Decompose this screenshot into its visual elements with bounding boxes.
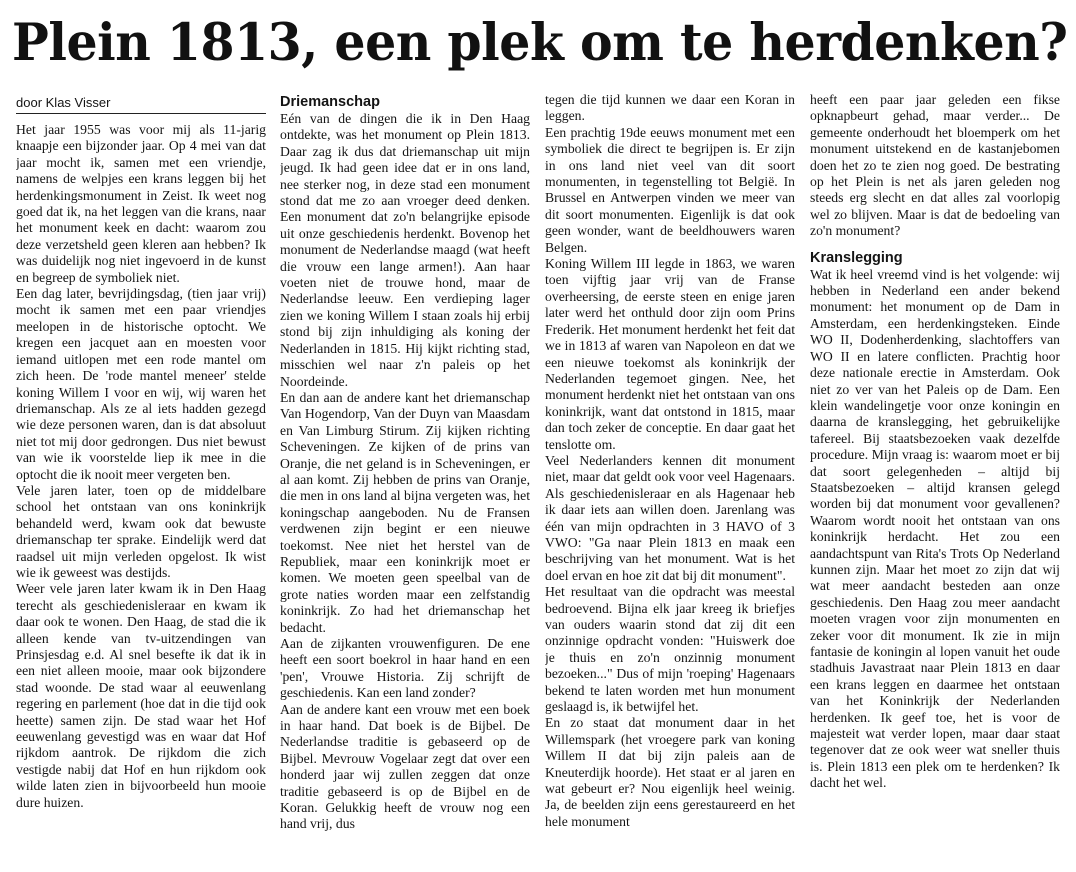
paragraph: Een dag later, bevrijdingsdag, (tien jaar vrij) mocht ik samen met een paar vriendjes meelopen in de historische optocht. We kregen een jacquet aan en moesten voor iemand uitlopen met een rode mantel om zich heen. De 'rode mantel meneer' stelde koning Willem I voor en wij, wij waren het driemanschap. Als ze al iets hadden gezegd wie deze personen waren, dan is dat absoluut niet tot mij door gedrongen. Dus niet bewust van wie ik voorstelde liep ik mee in die optocht die ik nooit meer vergeten ben.: [16, 286, 266, 482]
paragraph: tegen die tijd kunnen we daar een Koran in leggen.: [545, 92, 795, 124]
paragraph: Vele jaren later, toen op de middelbare school het ontstaan van ons koninkrijk behandeld werd, kwam ook dat bewuste driemanschap ter sprake. Eindelijk werd dat raadsel uit mijn verleden opgelost. Ik wist wie ik geweest was destijds.: [16, 482, 266, 580]
column-2: [280, 94, 530, 870]
paragraph: heeft een paar jaar geleden een fikse opknapbeurt gehad, maar verder... De gemeente onderhoudt het bloemperk om het monument uitstekend en de kastanjebomen doen het zo te zien nog goed. De bestrating op het Plein is net als jaren geleden nog steeds erg slecht en dat alles zal voorlopig wel zo blijven. Maar is dat de bedoeling van zo'n monument?: [810, 92, 1060, 239]
subheading-driemanschap: Driemanschap: [280, 94, 380, 110]
paragraph: Het jaar 1955 was voor mij als 11-jarig knaapje een bijzonder jaar. Op 4 mei van dat jaar mocht ik, samen met een vriendje, namens de welpjes een krans leggen bij het herdenkingsmonument in Zeist. Ik weet nog goed dat ik, na het leggen van die krans, naar het monument keek en dacht: waarom zou deze verzetsheld geen kleren aan hebben? Ik was duidelijk nog niet ingevoerd in de kunst en begreep de symboliek niet.: [16, 122, 266, 285]
paragraph: En zo staat dat monument daar in het Willemspark (het vroegere park van koning Willem II dat bij zijn paleis aan de Kneuterdijk hoorde). Het staat er al jaren en wat gebeurt er? Nou eigenlijk heel weinig. Ja, de beelden zijn eens gerestaureerd en het hele monument: [545, 715, 795, 829]
paragraph: Weer vele jaren later kwam ik in Den Haag terecht als geschiedenisleraar en kwam ik daar ook te wonen. Den Haag, de stad die ik alleen kende van tv-uitzendingen van Prinsjesdag e.d. Al snel besefte ik dat ik in een niet alleen mooie, maar ook bijzondere stad woonde. De stad waar al eeuwenlang regering en parlement (hoe dat in die tijd ook heette) samen zijn. De stad waar het Hof eeuwenlang gevestigd was en waar dat Hof rijkdom aantrok. De rijkdom die zich vestigde nabij dat Hof en hun rijkdom ook wilde laten zien in bijvoorbeeld hun mooie dure huizen.: [16, 581, 266, 810]
column-1: [16, 94, 266, 870]
paragraph: Veel Nederlanders kennen dit monument niet, maar dat geldt ook voor veel Hagenaars. Als geschiedenisleraar en als Hagenaar heb ik daar iets aan willen doen. Jarenlang was één van mijn opdrachten in 3 HAVO of 3 VWO: "Ga naar Plein 1813 en maak een beschrijving van het monument. Wat is het doel ervan en hoe zit dat bij dit monument".: [545, 452, 795, 583]
byline: door Klas Visser: [16, 94, 266, 114]
paragraph: Aan de zijkanten vrouwenfiguren. De ene heeft een soort boekrol in haar hand en een 'pen', Vrouwe Historia. Zij schrijft de geschiedenis. Kan een land zonder?: [280, 636, 530, 701]
column-3: [545, 92, 795, 868]
paragraph: Een prachtig 19de eeuws monument met een symboliek die direct te begrijpen is. Er zijn in ons land niet veel van dit soort monumenten, in tegenstelling tot België. In Brussel en Antwerpen vinden we meer van dit soort monumenten. Eigenlijk is dat ook geen wonder, want de beeldhouwers waren Belgen.: [545, 124, 795, 255]
article-headline: Plein 1813, een plek om te herdenken?: [12, 13, 1068, 73]
paragraph: Eén van de dingen die ik in Den Haag ontdekte, was het monument op Plein 1813. Daar zag ik dus dat driemanschap uit mijn jeugd. Ik had geen idee dat er in ons land, nee sterker nog, in deze stad een monument stond dat me zo aan vroeger deed denken. Een monument dat zo'n belangrijke episode uit onze geschiedenis herdenkt. Bovenop het monument de Nederlandse maagd (wat heeft die vrouw een lange armen!). Aan haar voeten niet de trouwe hond, maar de Nederlandse leeuw. Een verdieping lager zien we koning Willem I staan zoals hij erbij stond bij zijn inhuldiging als koning der Nederlanden in 1815. Hij kijkt richting stad, misschien wel naar z'n paleis op het Noordeinde.: [280, 111, 530, 389]
column-4: [810, 92, 1060, 868]
subheading-kranslegging: Kranslegging: [810, 249, 903, 266]
paragraph: Koning Willem III legde in 1863, we waren toen vijftig jaar vrij van de Franse overheersing, de eerste steen en enige jaren later werd het onthuld door zijn oom Prins Frederik. Het monument herdenkt het feit dat we in 1813 af waren van Napoleon en dat we een nieuwe toekomst als koninkrijk der Nederlanden tegemoet gingen. Nee, het monument herdenkt niet het ontstaan van ons koninkrijk, want dat ontstond in 1815, maar dan toch zeker de conceptie. En daar gaat het tenslotte om.: [545, 256, 795, 452]
paragraph: Het resultaat van die opdracht was meestal bedroevend. Bijna elk jaar kreeg ik briefjes van ouders waarin stond dat zij dit een onzinnige opdracht vonden: "Huiswerk doe je thuis en zo'n onzinnig monument bezoeken..." Dus of mijn 'roeping' Hagenaars bekend te laten worden met hun monument geslaagd is, ik betwijfel het.: [545, 584, 795, 715]
paragraph: En dan aan de andere kant het driemanschap Van Hogendorp, Van der Duyn van Maasdam en Van Limburg Stirum. Zij kijken richting Scheveningen. Ze kijken of de prins van Oranje, die net geland is in Scheveningen, er al aan komt. Zij hebben de prins van Oranje, die men in ons land al bijna vergeten was, het koningschap aangeboden. Nu de Fransen verdwenen zijn begint er een nieuwe toekomst. Nee niet het herstel van de Republiek, maar een koninkrijk moet er komen. We moeten geen speelbal van de grote naties worden maar een zelfstandig koninkrijk. Zo had het driemanschap het bedacht.: [280, 389, 530, 635]
paragraph: Aan de andere kant een vrouw met een boek in haar hand. Dat boek is de Bijbel. De Nederlandse traditie is gebaseerd op de Bijbel. Mevrouw Vogelaar zegt dat over een honderd jaar wij zullen zeggen dat onze traditie gebaseerd is op de Bijbel en de Koran. Gelukkig heeft de vrouw nog een hand vrij, dus: [280, 701, 530, 832]
paragraph: Wat ik heel vreemd vind is het volgende: wij hebben in Nederland een ander bekend monument: het monument op de Dam in Amsterdam, een herdenkingsteken. Einde WO II, Dodenherdenking, slachtoffers van WO II en latere conflicten. Prachtig hoor deze nationale erectie in Amsterdam. Ook niet zo ver van het Paleis op de Dam. Een klein wandelingetje voor onze koningin en daarna de kranslegging, het gebruikelijke tafereel. Bij staatsbezoeken vaak dezelfde procedure. Mijn vraag is: waarom moet er bij dat soort gelegenheden – altijd bij Staatsbezoeken – altijd kransen gelegd worden bij dat monument voor gevallenen? Waarom wordt nooit het ontstaan van ons koninkrijk herdacht. Het zou een aandachtspunt van Rita's Trots Op Nederland kunnen zijn. Maar het moet zo zijn dat wij wat meer aandacht besteden aan onze geschiedenis. Den Haag zou meer aandacht moeten vragen voor zijn monumenten en zeker voor dit monument. Ik zie in mijn fantasie de koningin al lopen vanuit het oude stadhuis Javastraat naar Plein 1813 en daar een krans leggen en daarmee het ontstaan van het Koninkrijk der Nederlanden herdenken. Ik geef toe, het is voor de majesteit wat verder lopen, maar daar staat tegenover dat ze ook weer wat sneller thuis is. Plein 1813 een plek om te herdenken? Ik dacht het wel.: [810, 266, 1060, 791]
